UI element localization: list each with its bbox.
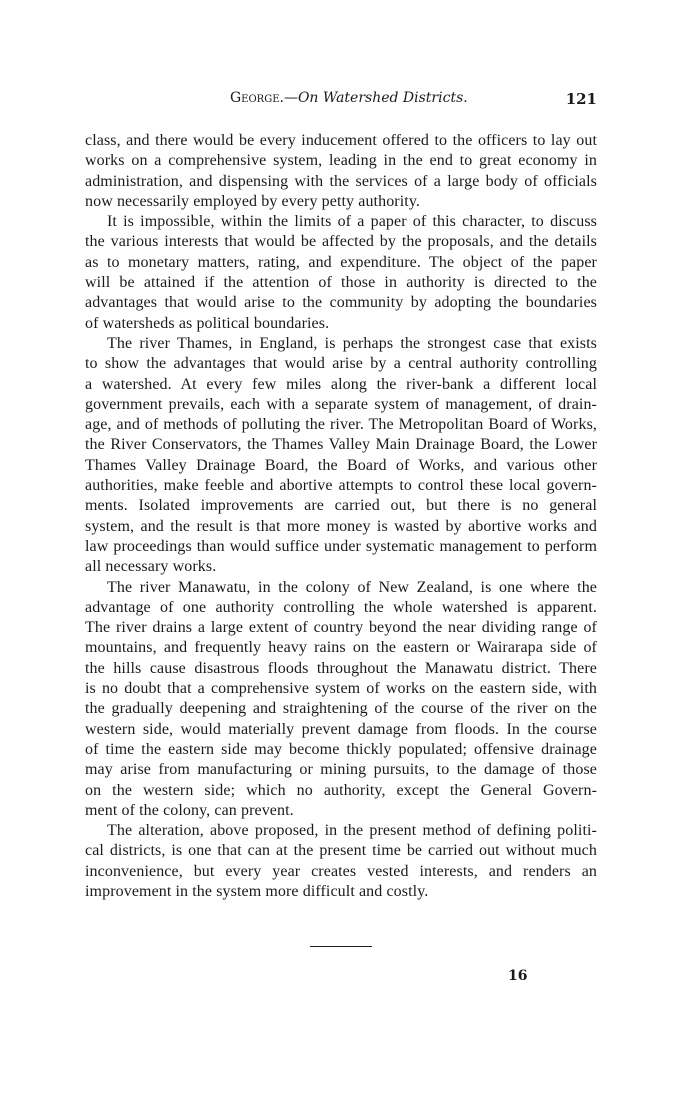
text-line: all necessary works.	[85, 558, 217, 576]
paragraph	[85, 131, 597, 212]
text-line: the River Conservators, the Thames Valley Main Drainage Board, the Lower	[85, 436, 597, 454]
text-line: ments. Isolated improvements are carried out, but there is no general	[85, 497, 597, 515]
text-line: The river Manawatu, in the colony of New Zealand, is one where the	[107, 578, 597, 596]
text-line: will be attained if the attention of those in authority is directed to the	[85, 274, 597, 292]
article-title: On Watershed Districts.	[297, 90, 468, 106]
text-line: The alteration, above proposed, in the present method of defining politi-	[107, 822, 597, 840]
text-line: as to monetary matters, rating, and expenditure. The object of the paper	[85, 253, 597, 271]
text-line: improvement in the system more difficult and costly.	[85, 882, 429, 900]
text-line: ment of the colony, can prevent.	[85, 801, 294, 819]
text-line: age, and of methods of polluting the river. The Metropolitan Board of Works,	[85, 416, 597, 434]
text-line: a watershed. At every few miles along the river-bank a different local	[85, 375, 597, 393]
text-line: of watersheds as political boundaries.	[85, 314, 330, 332]
text-line: Thames Valley Drainage Board, the Board of Works, and various other	[85, 456, 597, 474]
text-line: on the western side; which no authority, except the General Govern-	[85, 781, 597, 799]
signature-mark: 16	[508, 968, 528, 984]
paragraph	[85, 334, 597, 578]
body-text	[85, 131, 597, 902]
text-line: the various interests that would be affected by the proposals, and the details	[85, 233, 597, 251]
text-line: of time the eastern side may become thickly populated; offensive drainage	[85, 740, 597, 758]
text-line: western side, would materially prevent damage from floods. In the course	[85, 720, 597, 738]
text-line: authorities, make feeble and abortive attempts to control these local govern-	[85, 477, 597, 495]
text-line: The river Thames, in England, is perhaps the strongest case that exists	[107, 334, 597, 352]
text-line: works on a comprehensive system, leading in the end to great economy in	[85, 152, 597, 170]
running-title	[230, 90, 468, 106]
text-line: cal districts, is one that can at the present time be carried out without much	[85, 842, 597, 860]
text-line: It is impossible, within the limits of a paper of this character, to discuss	[107, 213, 597, 231]
text-line: the gradually deepening and straightening of the course of the river on the	[85, 700, 597, 718]
text-line: to show the advantages that would arise by a central authority controlling	[85, 355, 597, 373]
paragraph	[85, 212, 597, 334]
paragraph	[85, 821, 597, 902]
paragraph	[85, 578, 597, 822]
text-line: the hills cause disastrous floods throughout the Manawatu district. There	[85, 659, 597, 677]
text-line: may arise from manufacturing or mining pursuits, to the damage of those	[85, 761, 597, 779]
text-line: advantages that would arise to the community by adopting the boundaries	[85, 294, 597, 312]
text-line: is no doubt that a comprehensive system of works on the eastern side, with	[85, 680, 597, 698]
text-line: mountains, and frequently heavy rains on the eastern or Wairarapa side of	[85, 639, 597, 657]
text-line: now necessarily employed by every petty authority.	[85, 192, 420, 210]
text-line: class, and there would be every inducement offered to the officers to lay out	[85, 132, 597, 149]
text-line: inconvenience, but every year creates vested interests, and renders an	[85, 862, 597, 880]
section-end-rule	[310, 946, 372, 947]
text-line: law proceedings than would suffice under systematic management to perform	[85, 537, 597, 555]
page-number: 121	[565, 90, 597, 108]
text-line: advantage of one authority controlling the whole watershed is apparent.	[85, 598, 597, 616]
title-dash: —	[283, 90, 298, 106]
text-line: The river drains a large extent of country beyond the near dividing range of	[85, 619, 597, 637]
running-header	[85, 90, 597, 112]
text-line: administration, and dispensing with the services of a large body of officials	[85, 172, 597, 190]
text-line: government prevails, each with a separate system of management, of drain-	[85, 395, 597, 413]
text-line: system, and the result is that more money is wasted by abortive works and	[85, 517, 597, 535]
author-name: George.	[230, 90, 284, 106]
